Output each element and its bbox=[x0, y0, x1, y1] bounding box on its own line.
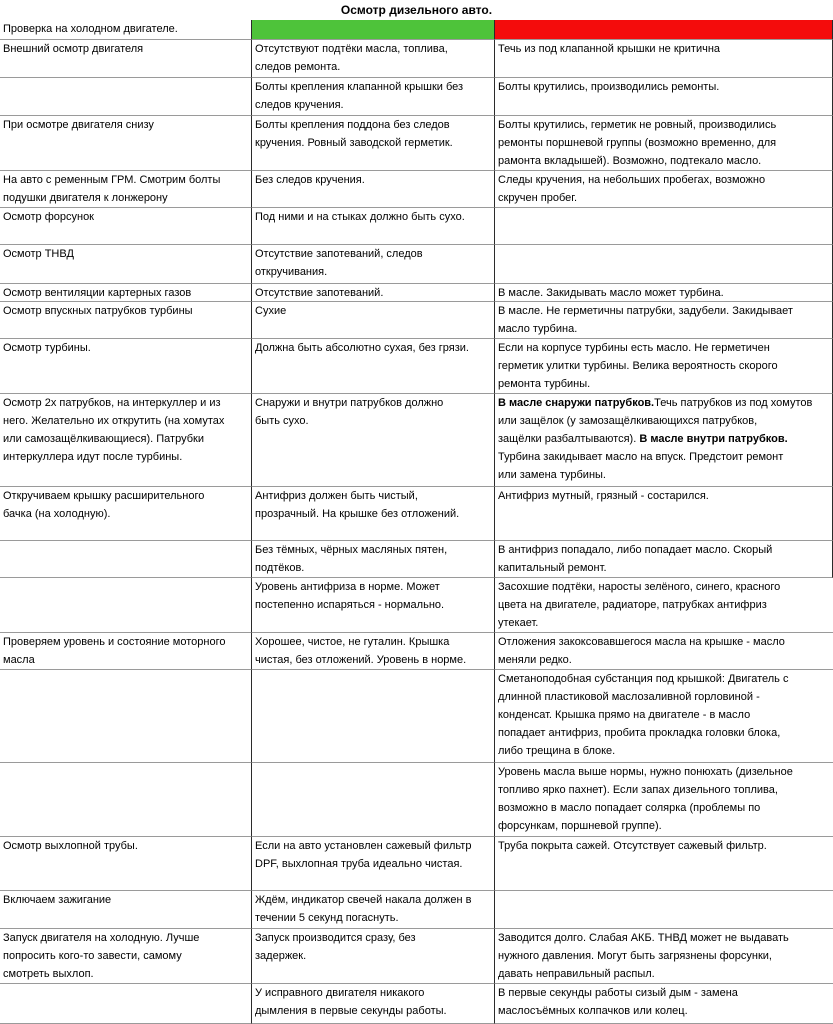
cell-check-item: Проверяем уровень и состояние моторного масла bbox=[0, 633, 252, 670]
cell-bad-sign: Следы кручения, на небольших пробегах, возможно скручен пробег. bbox=[495, 171, 833, 208]
cell-bad-sign: Засохшие подтёки, наросты зелёного, синего, красного цвета на двигателе, радиаторе, патрубках антифриз утекает. bbox=[495, 578, 833, 633]
cell-good-sign: Болты крепления поддона без следов кручения. Ровный заводской герметик. bbox=[252, 116, 495, 171]
cell-good-sign: Отсутствие запотеваний. bbox=[252, 284, 495, 302]
cell-bad-sign: Заводится долго. Слабая АКБ. ТНВД может не выдавать нужного давления. Могут быть загрязнены форсунки, давать неправильный распыл. bbox=[495, 929, 833, 984]
cell-check-item: Осмотр 2х патрубков, на интеркуллер и из него. Желательно их открутить (на хомутах или самозащёлкивающиеся). Патрубки интеркуллера идут после турбины. bbox=[0, 394, 252, 487]
table-row bbox=[0, 891, 833, 929]
cell-good-sign: Без следов кручения. bbox=[252, 171, 495, 208]
cell-check-item: Осмотр форсунок bbox=[0, 208, 252, 245]
cell-check-item bbox=[0, 670, 252, 763]
cell-bad-sign: Если на корпусе турбины есть масло. Не герметичен герметик улитки турбины. Велика вероятность скорого ремонта турбины. bbox=[495, 339, 833, 394]
cell-good-sign: Отсутствие запотеваний, следов откручивания. bbox=[252, 245, 495, 284]
cell-good-sign: Должна быть абсолютно сухая, без грязи. bbox=[252, 339, 495, 394]
cell-bad-sign: В масле. Не герметичны патрубки, задубели. Закидывает масло турбина. bbox=[495, 302, 833, 339]
table-row bbox=[0, 541, 833, 578]
cell-good-sign: Болты крепления клапанной крышки без следов кручения. bbox=[252, 78, 495, 116]
cell-bad-sign bbox=[495, 394, 833, 487]
table-row bbox=[0, 171, 833, 208]
bold-fragment: В масле внутри патрубков. bbox=[639, 433, 788, 445]
cell-check-item: Включаем зажигание bbox=[0, 891, 252, 929]
cell-bad-sign: Течь из под клапанной крышки не критична bbox=[495, 40, 833, 78]
cell-good-sign: Если на авто установлен сажевый фильтр DPF, выхлопная труба идеально чистая. bbox=[252, 837, 495, 891]
cell-check-item bbox=[0, 78, 252, 116]
cell-check-item: Осмотр впускных патрубков турбины bbox=[0, 302, 252, 339]
cell-bad-sign: Уровень масла выше нормы, нужно понюхать (дизельное топливо ярко пахнет). Если запах дизельного топлива, возможно в масло попадает солярка (проблемы по форсункам, поршневой группе). bbox=[495, 763, 833, 837]
cell-good-sign: Снаружи и внутри патрубков должно быть сухо. bbox=[252, 394, 495, 487]
bold-fragment: В масле снаружи патрубков. bbox=[498, 397, 655, 409]
table-row bbox=[0, 929, 833, 984]
cell-bad-sign: В первые секунды работы сизый дым - замена маслосъёмных колпачков или колец. bbox=[495, 984, 833, 1024]
cell-bad-sign bbox=[495, 208, 833, 245]
cell-check-item: На авто с ременным ГРМ. Смотрим болты подушки двигателя к лонжерону bbox=[0, 171, 252, 208]
cell-good-sign: Антифриз должен быть чистый, прозрачный. На крышке без отложений. bbox=[252, 487, 495, 541]
cell-bad-sign bbox=[495, 891, 833, 929]
table-row bbox=[0, 837, 833, 891]
table-row bbox=[0, 633, 833, 670]
cell-check-item: Осмотр вентиляции картерных газов bbox=[0, 284, 252, 302]
cell-good-sign: Уровень антифриза в норме. Может постепенно испаряться - нормально. bbox=[252, 578, 495, 633]
bad-column-header bbox=[495, 20, 833, 40]
cell-good-sign: Сухие bbox=[252, 302, 495, 339]
good-column-header bbox=[252, 20, 495, 40]
cell-check-item: Осмотр турбины. bbox=[0, 339, 252, 394]
table-row bbox=[0, 487, 833, 541]
sheet-title: Осмотр дизельного авто. bbox=[340, 3, 493, 17]
table-row bbox=[0, 670, 833, 763]
table-row bbox=[0, 302, 833, 339]
cell-good-sign bbox=[252, 763, 495, 837]
cell-bad-sign: В антифриз попадало, либо попадает масло. Скорый капитальный ремонт. bbox=[495, 541, 833, 578]
table-row bbox=[0, 245, 833, 284]
table-row bbox=[0, 78, 833, 116]
table-row bbox=[0, 578, 833, 633]
cell-check-item bbox=[0, 541, 252, 578]
cell-bad-sign: Отложения закоксовавшегося масла на крышке - масло меняли редко. bbox=[495, 633, 833, 670]
text-fragment: Турбина закидывает масло на впуск. Предстоит ремонт или замена турбины. bbox=[498, 451, 784, 481]
cell-check-item: Внешний осмотр двигателя bbox=[0, 40, 252, 78]
table-row bbox=[0, 116, 833, 171]
table-row bbox=[0, 284, 833, 302]
cell-check-item: Осмотр ТНВД bbox=[0, 245, 252, 284]
cell-check-item: При осмотре двигателя снизу bbox=[0, 116, 252, 171]
table-row bbox=[0, 984, 833, 1024]
cell-check-item: Запуск двигателя на холодную. Лучше попросить кого-то завести, самому смотреть выхлоп. bbox=[0, 929, 252, 984]
cell-check-item bbox=[0, 578, 252, 633]
cell-bad-sign: Сметаноподобная субстанция под крышкой: Двигатель с длинной пластиковой маслозаливной горловиной - конденсат. Крышка прямо на двигателе - в масло попадает антифриз, пробита прокладка головки блока, либо трещина в блоке. bbox=[495, 670, 833, 763]
text-fragment: Течь патрубков из под хомутов или защёлок (у замозащёлкивающихся патрубков, защёлки разбалтываются). bbox=[498, 397, 813, 445]
cell-check-item bbox=[0, 763, 252, 837]
cell-bad-sign: Болты крутились, производились ремонты. bbox=[495, 78, 833, 116]
cell-good-sign bbox=[252, 670, 495, 763]
cell-good-sign: Под ними и на стыках должно быть сухо. bbox=[252, 208, 495, 245]
cell-good-sign: Запуск производится сразу, без задержек. bbox=[252, 929, 495, 984]
table-row bbox=[0, 40, 833, 78]
cell-check-item: Проверка на холодном двигателе. bbox=[0, 20, 252, 40]
cell-bad-sign: В масле. Закидывать масло может турбина. bbox=[495, 284, 833, 302]
cell-good-sign: Ждём, индикатор свечей накала должен в течении 5 секунд погаснуть. bbox=[252, 891, 495, 929]
table-row bbox=[0, 339, 833, 394]
cell-bad-sign: Труба покрыта сажей. Отсутствует сажевый фильтр. bbox=[495, 837, 833, 891]
cell-check-item bbox=[0, 984, 252, 1024]
cell-good-sign: У исправного двигателя никакого дымления в первые секунды работы. bbox=[252, 984, 495, 1024]
table-row bbox=[0, 20, 833, 40]
cell-check-item: Откручиваем крышку расширительного бачка (на холодную). bbox=[0, 487, 252, 541]
cell-check-item: Осмотр выхлопной трубы. bbox=[0, 837, 252, 891]
cell-good-sign: Без тёмных, чёрных масляных пятен, подтёков. bbox=[252, 541, 495, 578]
table-row bbox=[0, 208, 833, 245]
cell-bad-sign: Антифриз мутный, грязный - состарился. bbox=[495, 487, 833, 541]
cell-bad-sign: Болты крутились, герметик не ровный, производились ремонты поршневой группы (возможно временно, для рамонта вкладышей). Возможно, подтекало масло. bbox=[495, 116, 833, 171]
table-row bbox=[0, 394, 833, 487]
cell-good-sign: Хорошее, чистое, не гуталин. Крышка чистая, без отложений. Уровень в норме. bbox=[252, 633, 495, 670]
cell-good-sign: Отсутствуют подтёки масла, топлива, следов ремонта. bbox=[252, 40, 495, 78]
title-row bbox=[0, 0, 833, 20]
table-row bbox=[0, 763, 833, 837]
cell-bad-sign bbox=[495, 245, 833, 284]
